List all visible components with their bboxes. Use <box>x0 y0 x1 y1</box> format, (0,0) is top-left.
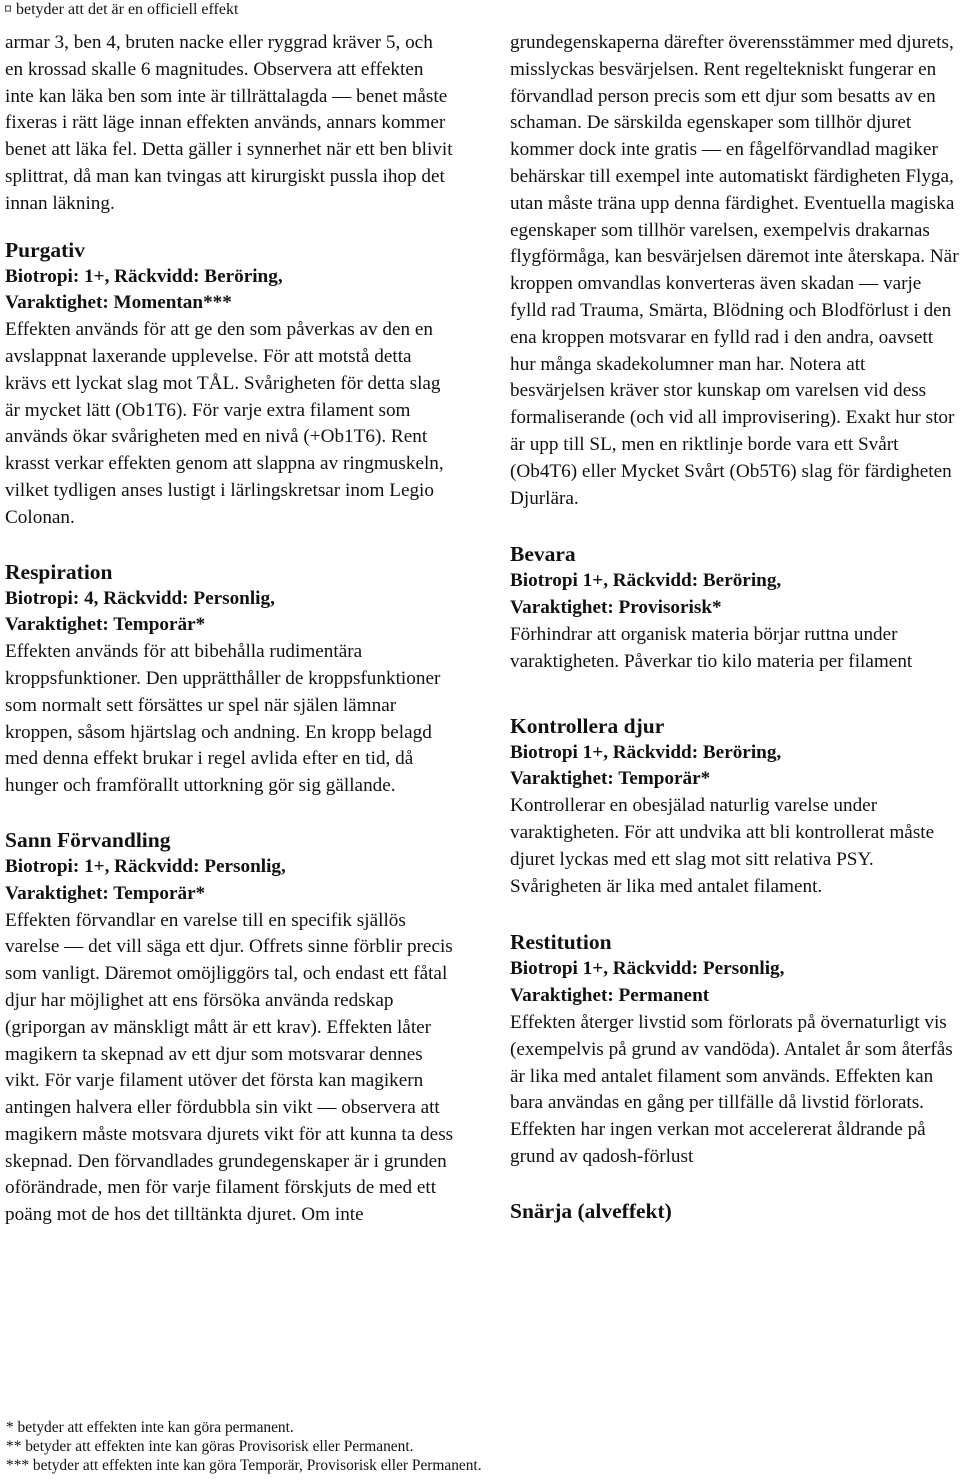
section-title: Sann Förvandling <box>5 827 171 852</box>
right-intro-text: grundegenskaperna därefter överensstämmer med djurets, misslyckas besvärjelsen. Rent regeltekniskt fungerar en förvandlad person precis som ett djur som besatts av en schaman. De särskilda egenskaper som tillhör djuret kommer dock inte gratis — en fågelförvandlad magiker behärskar till exempel inte automatiskt färdigheten Flyga, utan måste träna upp denna färdighet. Eventuella magiska egenskaper som tillhör varelsen, exempelvis drakarnas flygförmåga, kan besvärjelsen däremot inte återskapa. När kroppen omvandlas konverteras även skadan — varje fylld rad Trauma, Smärta, Blödning och Blodförlust i den ena kroppen motsvarar en fylld rad i den andra, oavsett hur många skadekolumner man har. Notera att besvärjelsen kräver stor kunskap om varelsen vid dess formaliserande (och vid all improvisering). Exakt hur stor är upp till SL, men en riktlinje borde vara ett Svårt (Ob4T6) eller Mycket Svårt (Ob5T6) slag för färdigheten Djurlära. <box>510 32 959 509</box>
section-purgativ <box>5 236 455 532</box>
section-body: Effekten återger livstid som förlorats på övernaturligt vis (exempelvis på grund av vandöda). Antalet år som återfås är lika med antalet filament som används. Effekten kan bara användas en gång per tillfälle då livstid förlorats. Effekten har ingen verkan mot accelererat åldrande på grund av qadosh-förlust <box>510 1011 953 1167</box>
section-body: Effekten används för att ge den som påverkas av den en avslappnat laxerande upplevelse. För att motstå detta krävs ett lyckat slag mot TÅL. Svårigheten för detta slag är mycket lätt (Ob1T6). För varje extra filament som används ökar svårigheten med en nivå (+Ob1T6). Rent krasst verkar effekten genom att slappna av ringmuskeln, vilket tydligen anses lustigt i lärlingskretsar inom Legio Colonan. <box>5 319 444 528</box>
section-title: Restitution <box>510 930 612 955</box>
official-effect-note: ¤ betyder att det är en officiell effekt <box>4 1 239 18</box>
section-respiration <box>5 558 455 800</box>
section-body: Effekten förvandlar en varelse till en specifik själlös varelse — det vill säga ett djur. Offrets sinne förblir precis som vanligt. Däremot omöjliggörs tal, och endast ett fåtal djur har möjlighet att ens försöka använda redskap (griporgan av mänskligt mått är ett krav). Effekten låter magikern ta skepnad av ett djur som motsvarar dennes vikt. För varje filament utöver det första kan magikern antingen halvera eller fördubbla sin vikt — observera att magikern måste motsvara djurets vikt för att kunna ta dess skepnad. Den förvandlades grundegenskaper är i grunden oförändrade, men för varje filament förskjuts de med ett poäng mot de hos det tilltänkta djuret. Om inte <box>5 909 454 1226</box>
section-meta-duration: Varaktighet: Temporär* <box>5 882 206 904</box>
section-meta-duration: Varaktighet: Permanent <box>510 985 710 1007</box>
section-meta-range: Biotropi 1+, Räckvidd: Beröring, <box>510 570 782 592</box>
footnote-1: * betyder att effekten inte kan göra permanent. <box>6 1419 294 1436</box>
left-column <box>5 30 455 1229</box>
section-meta-range: Biotropi: 1+, Räckvidd: Beröring, <box>5 265 283 287</box>
section-title: Bevara <box>510 542 576 567</box>
section-restitution <box>510 928 960 1170</box>
section-snarja <box>510 1197 960 1225</box>
footnotes <box>6 1418 482 1475</box>
section-body: Förhindrar att organisk materia börjar ruttna under varaktigheten. Påverkar tio kilo materia per filament <box>510 623 913 672</box>
section-meta-duration: Varaktighet: Momentan*** <box>5 292 232 314</box>
section-meta-range: Biotropi: 4, Räckvidd: Personlig, <box>5 587 275 609</box>
left-intro-text: armar 3, ben 4, bruten nacke eller ryggrad kräver 5, och en krossad skalle 6 magnitudes. Observera att effekten inte kan läka ben som inte är tillrättalagda — benet måste fixeras i rätt läge innan effekten används, annars kommer benet att läka fel. Detta gäller i synnerhet när ett ben blivit splittrat, då man kan tvingas att kirurgiskt pussla ihop det innan läkning. <box>5 32 453 214</box>
section-title: Purgativ <box>5 237 86 262</box>
footnote-2: ** betyder att effekten inte kan göras Provisorisk eller Permanent. <box>6 1438 414 1455</box>
right-column <box>510 30 960 1225</box>
footnote-3: *** betyder att effekten inte kan göra Temporär, Provisorisk eller Permanent. <box>6 1457 482 1474</box>
section-meta-range: Biotropi: 1+, Räckvidd: Personlig, <box>5 855 286 877</box>
section-bevara <box>510 540 960 675</box>
section-body: Effekten används för att bibehålla rudimentära kroppsfunktioner. Den upprätthåller de kroppsfunktioner som normalt sett försättes ur spel när själen lämnar kroppen, såsom hjärtslag och andning. En kropp belagd med denna effekt brukar i regel avlida efter en tid, då hunger och framförallt uttorkning gör sig gällande. <box>5 641 441 797</box>
section-meta-duration: Varaktighet: Temporär* <box>5 614 206 636</box>
section-kontrollera-djur <box>510 712 960 901</box>
section-title: Respiration <box>5 559 113 584</box>
section-meta-duration: Varaktighet: Temporär* <box>510 768 711 790</box>
section-meta-duration: Varaktighet: Provisorisk* <box>510 597 722 619</box>
section-title: Snärja (alveffekt) <box>510 1198 672 1223</box>
section-sann-forvandling <box>5 826 455 1229</box>
section-meta-range: Biotropi 1+, Räckvidd: Beröring, <box>510 741 782 763</box>
section-body: Kontrollerar en obesjälad naturlig varelse under varaktigheten. För att undvika att bli kontrollerat måste djuret lyckas med ett slag mot sitt relativa PSY. Svårigheten är lika med antalet filament. <box>510 795 935 897</box>
section-meta-range: Biotropi 1+, Räckvidd: Personlig, <box>510 958 785 980</box>
section-title: Kontrollera djur <box>510 713 665 738</box>
